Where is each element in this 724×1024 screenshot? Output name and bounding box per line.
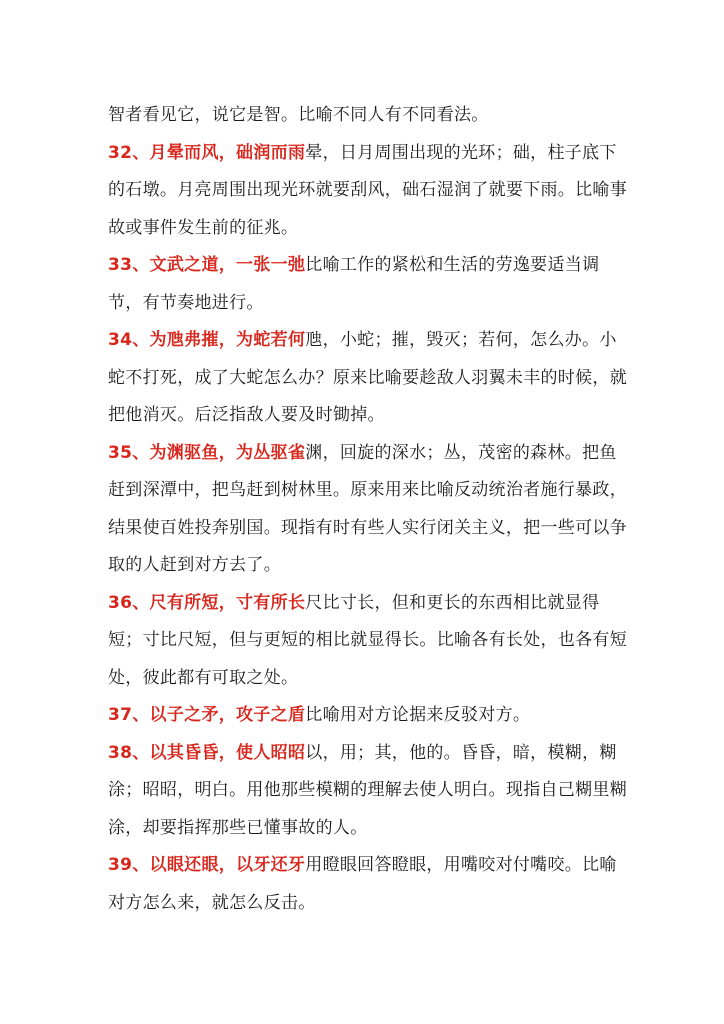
- entry-38: [108, 735, 628, 848]
- idiom-term: 35、为渊驱鱼，为丛驱雀: [108, 442, 306, 463]
- entry-37: [108, 697, 628, 735]
- idiom-term: 39、以眼还眼，以牙还牙: [108, 855, 306, 875]
- entry-39: [108, 847, 628, 922]
- entry-text: 比喻工作的紧松和生活的劳逸要适当调节，有节奏地进行。: [108, 255, 600, 313]
- idiom-term: 38、以其昏昏，使人昭昭: [108, 742, 306, 763]
- document-page: [108, 97, 628, 922]
- entry-36: [108, 585, 628, 698]
- entry-text: 虺，小蛇；摧，毁灭；若何，怎么办。小蛇不打死，成了大蛇怎么办？原来比喻要趁敌人羽翼未丰的时候，就把他消灭。后泛指敌人要及时锄掉。: [108, 330, 627, 425]
- entry-text: 比喻用对方论据来反驳对方。: [305, 705, 531, 725]
- idiom-term: 32、月晕而风，础润而雨: [108, 142, 306, 163]
- entry-35: [108, 435, 628, 585]
- entry-text: 智者看见它，说它是智。比喻不同人有不同看法。: [108, 105, 489, 125]
- entry-32: [108, 135, 628, 248]
- entry-text: 以，用；其，他的。昏昏，暗，模糊，糊涂；昭昭，明白。用他那些模糊的理解去使人明白。现指自己糊里糊涂，却要指挥那些已懂事故的人。: [108, 742, 627, 838]
- entry-text: 晕，日月周围出现的光环；础，柱子底下的石墩。月亮周围出现光环就要刮风，础石湿润了就要下雨。比喻事故或事件发生前的征兆。: [108, 142, 627, 238]
- idiom-term: 33、文武之道，一张一弛: [108, 255, 306, 275]
- entry-text: 用瞪眼回答瞪眼，用嘴咬对付嘴咬。比喻对方怎么来，就怎么反击。: [108, 855, 617, 913]
- entry-text: 尺比寸长，但和更长的东西相比就显得短；寸比尺短，但与更短的相比就显得长。比喻各有长处，也各有短处，彼此都有可取之处。: [108, 592, 627, 688]
- idiom-term: 36、尺有所短，寸有所长: [108, 592, 306, 613]
- entry-34: [108, 322, 628, 435]
- entry-text: 渊，回旋的深水；丛，茂密的森林。把鱼赶到深潭中，把鸟赶到树林里。原来用来比喻反动统治者施行暴政，结果使百姓投奔别国。现指有时有些人实行闭关主义，把一些可以争取的人赶到对方去了。: [108, 442, 627, 575]
- entry-31-continuation: [108, 97, 628, 135]
- entry-33: [108, 247, 628, 322]
- idiom-term: 34、为虺弗摧，为蛇若何: [108, 330, 306, 350]
- idiom-term: 37、以子之矛，攻子之盾: [108, 705, 306, 725]
